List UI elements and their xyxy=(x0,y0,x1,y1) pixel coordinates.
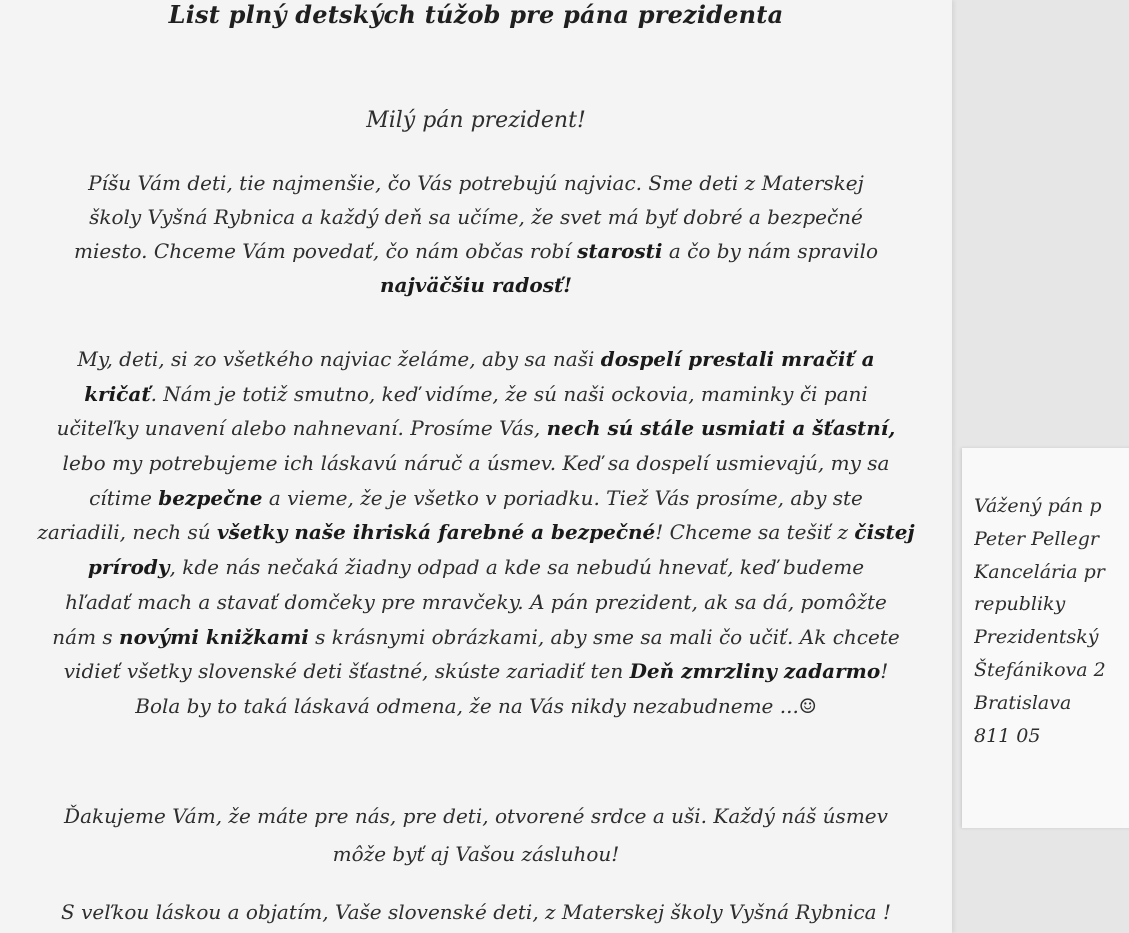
letter-title: List plný detských túžob pre pána prezidenta xyxy=(168,0,784,29)
paragraph-thanks xyxy=(0,797,952,873)
bold-phrase: nech sú stále usmiati a šťastní, xyxy=(546,416,896,441)
address-line: Štefánikova 2 xyxy=(974,658,1106,681)
address-line: Bratislava xyxy=(974,691,1072,714)
address-line: Prezidentský xyxy=(974,626,1099,649)
bold-phrase: starosti xyxy=(577,239,663,263)
text-line: zariadili, nech sú všetky naše ihriská farebné a bezpečné! Chceme sa tešiť z čistej xyxy=(37,520,915,545)
text-line: hľadať mach a stavať domčeky pre mravčeky. A pán prezident, ak sa dá, pomôžte xyxy=(65,589,887,614)
bold-phrase: bezpečne xyxy=(158,485,263,510)
text-line: S veľkou láskou a objatím, Vaše slovenské deti, z Materskej školy Vyšná Rybnica ! xyxy=(61,900,891,924)
address-line: Kancelária pr xyxy=(974,560,1105,583)
address-line: Vážený pán p xyxy=(974,495,1102,517)
paragraph-wishes xyxy=(0,342,952,724)
text-line: lebo my potrebujeme ich láskavú náruč a úsmev. Keď sa dospelí usmievajú, my sa xyxy=(62,451,890,476)
text-line: kričať. Nám je totiž smutno, keď vidíme, že sú naši ockovia, maminky či pani xyxy=(84,381,868,406)
address-line: 811 05 xyxy=(974,724,1041,747)
bold-phrase: novými knižkami xyxy=(119,624,309,649)
text-line: prírody, kde nás nečaká žiadny odpad a kde sa nebudú hnevať, keď budeme xyxy=(87,555,865,580)
text-line: najväčšiu radosť! xyxy=(380,273,572,297)
paragraph-closing xyxy=(0,895,952,929)
bold-phrase: všetky naše ihriská farebné a bezpečné xyxy=(217,520,656,545)
text-line: môže byť aj Vašou zásluhou! xyxy=(332,842,620,866)
text-line: učiteľky unavení alebo nahnevaní. Prosíme Vás, nech sú stále usmiati a šťastní, xyxy=(56,416,896,441)
text-line: My, deti, si zo všetkého najviac želáme, aby sa naši dospelí prestali mračiť a xyxy=(77,347,875,371)
bold-phrase: prírody xyxy=(87,555,170,580)
text-line: Ďakujeme Vám, že máte pre nás, pre deti, otvorené srdce a uši. Každý náš úsmev xyxy=(64,804,888,828)
text-line: školy Vyšná Rybnica a každý deň sa učíme, že svet má byť dobré a bezpečné xyxy=(89,205,863,229)
paragraph-intro xyxy=(0,166,952,302)
text-line: miesto. Chceme Vám povedať, čo nám občas robí starosti a čo by nám spravilo xyxy=(73,239,879,263)
bold-phrase: kričať xyxy=(84,381,151,406)
address-line: Peter Pellegr xyxy=(974,527,1099,550)
address-line: republiky xyxy=(974,593,1066,616)
bold-phrase: čistej xyxy=(854,520,915,545)
bold-phrase: dospelí prestali mračiť a xyxy=(600,347,875,371)
text-line: cítime bezpečne a vieme, že je všetko v poriadku. Tiež Vás prosíme, aby ste xyxy=(89,485,863,510)
address-block xyxy=(974,490,1129,752)
text-line: Bola by to taká láskavá odmena, že na Vás nikdy nezabudneme ...☺ xyxy=(135,693,817,718)
letter-greeting: Milý pán prezident! xyxy=(366,108,586,133)
text-line: vidieť všetky slovenské deti šťastné, skúste zariadiť ten Deň zmrzliny zadarmo! xyxy=(63,659,889,684)
bold-phrase: Deň zmrzliny zadarmo xyxy=(629,659,881,684)
text-line: Píšu Vám deti, tie najmenšie, čo Vás potrebujú najviac. Sme deti z Materskej xyxy=(88,171,864,195)
text-line: nám s novými knižkami s krásnymi obrázkami, aby sme sa mali čo učiť. Ak chcete xyxy=(52,624,900,649)
